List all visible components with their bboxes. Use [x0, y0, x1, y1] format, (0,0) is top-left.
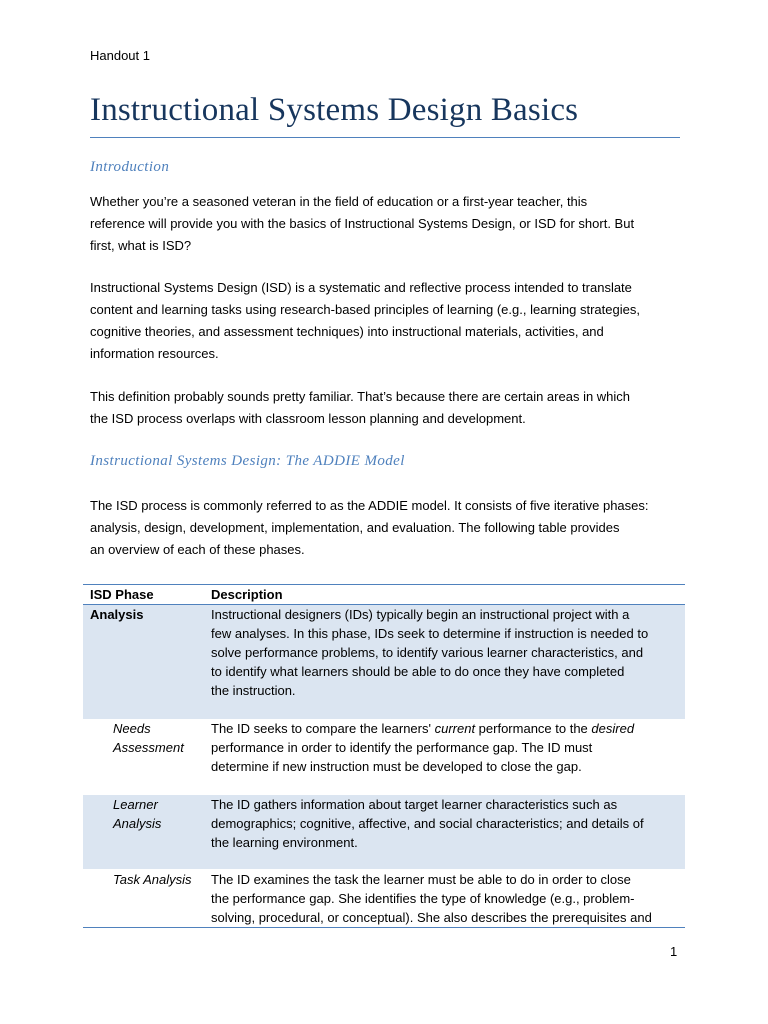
- text-line: first, what is ISD?: [90, 238, 192, 253]
- text-line: solve performance problems, to identify various learner characteristics, and: [211, 645, 644, 660]
- text-line: solving, procedural, or conceptual). She also describes the prerequisites and: [211, 910, 652, 925]
- page-number: 1: [670, 944, 678, 959]
- introduction-heading: Introduction: [90, 159, 170, 175]
- text-line: Analysis: [113, 816, 162, 831]
- text-line: the learning environment.: [211, 835, 358, 850]
- text-line: information resources.: [90, 346, 219, 361]
- description-needs-assessment: [211, 719, 634, 776]
- text-line: Instructional designers (IDs) typically begin an instructional project with a: [211, 607, 630, 622]
- description-learner-analysis: [211, 795, 644, 852]
- text-line: Learner: [113, 797, 158, 812]
- header-description: Description: [211, 587, 283, 602]
- text-line: an overview of each of these phases.: [90, 542, 305, 557]
- text-line: content and learning tasks using research-based principles of learning (e.g., learning strategies,: [90, 302, 640, 317]
- text-line: The ISD process is commonly referred to as the ADDIE model. It consists of five iterative phases:: [90, 498, 649, 513]
- text-line: analysis, design, development, implementation, and evaluation. The following table provides: [90, 520, 620, 535]
- phase-learner-analysis: [113, 795, 161, 833]
- table-bottom-border: [83, 927, 685, 928]
- page-title: Instructional Systems Design Basics: [90, 92, 579, 128]
- emphasis-desired: desired: [591, 721, 635, 736]
- intro-paragraph-3: [90, 386, 680, 430]
- text-segment: The ID seeks to compare the learners': [211, 721, 435, 736]
- text-line: The ID examines the task the learner must be able to do in order to close: [211, 872, 631, 887]
- text-line: Instructional Systems Design (ISD) is a systematic and reflective process intended to translate: [90, 280, 632, 295]
- text-line: [211, 719, 634, 738]
- description-task-analysis: [211, 870, 652, 927]
- text-line: This definition probably sounds pretty familiar. That’s because there are certain areas in which: [90, 389, 631, 404]
- text-line: Needs: [113, 721, 151, 736]
- addie-heading: Instructional Systems Design: The ADDIE Model: [90, 453, 405, 469]
- addie-paragraph: [90, 495, 680, 561]
- text-line: the performance gap. She identifies the type of knowledge (e.g., problem-: [211, 891, 635, 906]
- text-line: performance in order to identify the performance gap. The ID must: [211, 740, 593, 755]
- handout-label: Handout 1: [90, 48, 150, 63]
- table-row-needs-assessment: [83, 719, 685, 794]
- text-line: The ID gathers information about target learner characteristics such as: [211, 797, 618, 812]
- text-line: few analyses. In this phase, IDs seek to determine if instruction is needed to: [211, 626, 649, 641]
- text-segment: performance to the: [475, 721, 592, 736]
- text-line: demographics; cognitive, affective, and social characteristics; and details of: [211, 816, 644, 831]
- table-row-learner-analysis: [83, 795, 685, 869]
- text-line: the instruction.: [211, 683, 296, 698]
- intro-paragraph-1: [90, 191, 680, 257]
- text-line: cognitive theories, and assessment techniques) into instructional materials, activities, and: [90, 324, 604, 339]
- text-line: Assessment: [113, 740, 184, 755]
- table-row-task-analysis: [83, 870, 685, 927]
- text-line: to identify what learners should be able to do once they have completed: [211, 664, 625, 679]
- table-row-analysis: [83, 605, 685, 719]
- text-line: reference will provide you with the basics of Instructional Systems Design, or ISD for short. But: [90, 216, 635, 231]
- header-isd-phase: ISD Phase: [90, 587, 154, 602]
- description-analysis: [211, 605, 648, 700]
- emphasis-current: current: [434, 721, 476, 736]
- table-header-row: [83, 585, 685, 604]
- intro-paragraph-2: [90, 277, 680, 365]
- phase-task-analysis: Task Analysis: [113, 872, 192, 887]
- phase-analysis: Analysis: [90, 607, 144, 622]
- text-line: the ISD process overlaps with classroom lesson planning and development.: [90, 411, 526, 426]
- phase-needs-assessment: [113, 719, 184, 757]
- title-underline: [90, 137, 680, 138]
- text-line: determine if new instruction must be developed to close the gap.: [211, 759, 582, 774]
- text-line: Whether you’re a seasoned veteran in the field of education or a first-year teacher, this: [90, 194, 588, 209]
